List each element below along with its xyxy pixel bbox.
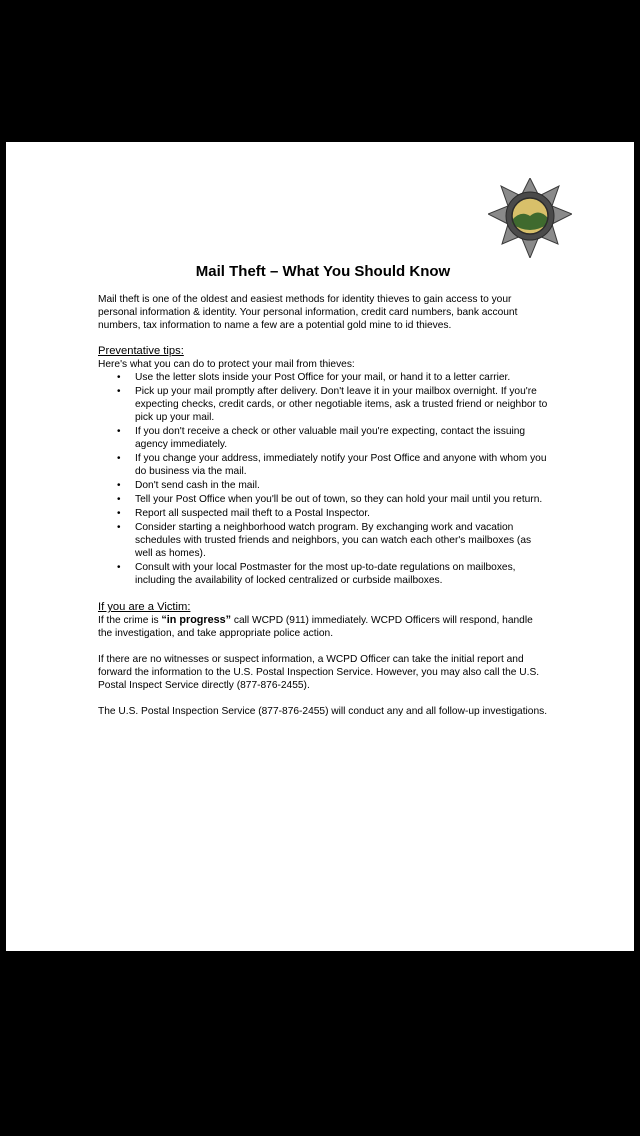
preventative-tips-lead: Here's what you can do to protect your mail from thieves: <box>98 359 355 370</box>
in-progress-emphasis: “in progress” <box>161 614 232 626</box>
preventative-tips-list <box>98 371 548 587</box>
list-item: • Use the letter slots inside your Post Office for your mail, or hand it to a letter carrier. <box>135 371 548 384</box>
document-content <box>98 263 548 718</box>
list-item: • If you change your address, immediately notify your Post Office and anyone with whom you do business via the mail. <box>135 452 548 478</box>
victim-p1-suffix: call WCPD (911) immediately. WCPD Officers will respond, handle the investigation, and take appropriate police action. <box>98 615 533 639</box>
list-item: • Tell your Post Office when you'll be out of town, so they can hold your mail until you return. <box>135 493 548 506</box>
victim-p1-prefix: If the crime is <box>98 615 162 626</box>
document-page <box>6 142 634 951</box>
victim-heading: If you are a Victim: <box>98 601 191 613</box>
document-title: Mail Theft – What You Should Know <box>195 263 451 280</box>
list-item: • Report all suspected mail theft to a Postal Inspector. <box>135 507 548 520</box>
victim-paragraph-3: The U.S. Postal Inspection Service (877-876-2455) will conduct any and all follow-up investigations. <box>98 706 548 717</box>
police-star-badge-icon <box>488 178 572 258</box>
list-item: • Consider starting a neighborhood watch program. By exchanging work and vacation schedules with trusted friends and neighbors, you can watch each other's mailboxes (as well as homes). <box>135 521 548 560</box>
list-item: • Don't send cash in the mail. <box>135 479 548 492</box>
victim-paragraph-2: If there are no witnesses or suspect information, a WCPD Officer can take the initial report and forward the information to the U.S. Postal Inspection Service. However, you may also call the U.S. Postal Inspect Service directly (877-876-2455). <box>98 654 540 691</box>
list-item: • Pick up your mail promptly after delivery. Don't leave it in your mailbox overnight. If you're expecting checks, credit cards, or other negotiable items, ask a trusted friend or neighbor to pick up your mail. <box>135 385 548 424</box>
list-item: • If you don't receive a check or other valuable mail you're expecting, contact the issuing agency immediately. <box>135 425 548 451</box>
intro-paragraph: Mail theft is one of the oldest and easiest methods for identity thieves to gain access to your personal information & identity. Your personal information, credit card numbers, bank account numbers, tax information to name a few are a potential gold mine to id thieves. <box>98 294 518 331</box>
victim-paragraph-1 <box>98 614 548 640</box>
list-item: • Consult with your local Postmaster for the most up-to-date regulations on mailboxes, including the availability of locked centralized or curbside mailboxes. <box>135 561 548 587</box>
preventative-tips-heading: Preventative tips: <box>98 345 184 357</box>
